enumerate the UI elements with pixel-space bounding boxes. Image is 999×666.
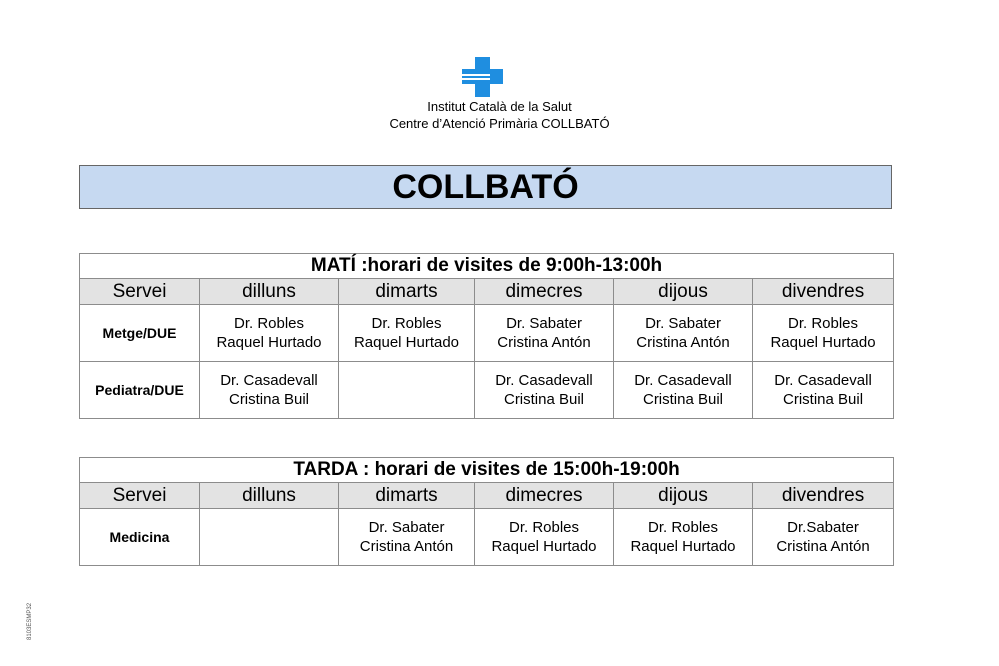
- column-header-dimecres: dimecres: [475, 483, 614, 509]
- document-code: 8103ESMP32: [27, 602, 33, 640]
- table-row: [80, 362, 894, 419]
- column-header-dilluns: dilluns: [200, 483, 339, 509]
- column-header-dijous: dijous: [614, 279, 753, 305]
- schedule-cell: Dr. Casadevall Cristina Buil: [614, 362, 753, 419]
- morning-section-title: MATÍ :horari de visites de 9:00h-13:00h: [80, 254, 894, 279]
- schedule-cell: Dr. Robles Raquel Hurtado: [339, 305, 475, 362]
- afternoon-schedule-table: [79, 457, 894, 566]
- institution-name: Institut Català de la Salut: [427, 99, 572, 114]
- health-cross-shape: [462, 57, 503, 97]
- table-row: [80, 305, 894, 362]
- schedule-cell: Dr. Casadevall Cristina Buil: [475, 362, 614, 419]
- schedule-cell: Dr.Sabater Cristina Antón: [753, 509, 894, 566]
- service-name: Pediatra/DUE: [80, 362, 200, 419]
- schedule-cell: Dr. Sabater Cristina Antón: [614, 305, 753, 362]
- schedule-cell: Dr. Robles Raquel Hurtado: [200, 305, 339, 362]
- column-header-servei: Servei: [80, 483, 200, 509]
- page-title: COLLBATÓ: [79, 165, 892, 209]
- schedule-cell: [339, 362, 475, 419]
- service-name: Metge/DUE: [80, 305, 200, 362]
- schedule-cell: Dr. Robles Raquel Hurtado: [475, 509, 614, 566]
- schedule-cell: [200, 509, 339, 566]
- column-header-servei: Servei: [80, 279, 200, 305]
- schedule-cell: Dr. Casadevall Cristina Buil: [753, 362, 894, 419]
- afternoon-section-title: TARDA : horari de visites de 15:00h-19:00h: [80, 458, 894, 483]
- schedule-cell: Dr. Sabater Cristina Antón: [475, 305, 614, 362]
- column-header-divendres: divendres: [753, 279, 894, 305]
- column-header-divendres: divendres: [753, 483, 894, 509]
- service-name: Medicina: [80, 509, 200, 566]
- schedule-cell: Dr. Robles Raquel Hurtado: [753, 305, 894, 362]
- schedule-cell: Dr. Sabater Cristina Antón: [339, 509, 475, 566]
- health-cross-icon: [462, 57, 503, 97]
- schedule-cell: Dr. Casadevall Cristina Buil: [200, 362, 339, 419]
- schedule-cell: Dr. Robles Raquel Hurtado: [614, 509, 753, 566]
- column-header-dilluns: dilluns: [200, 279, 339, 305]
- column-header-dimarts: dimarts: [339, 279, 475, 305]
- table-row: [80, 509, 894, 566]
- column-header-dimarts: dimarts: [339, 483, 475, 509]
- column-header-dimecres: dimecres: [475, 279, 614, 305]
- column-header-dijous: dijous: [614, 483, 753, 509]
- centre-name: Centre d’Atenció Primària COLLBATÓ: [389, 116, 610, 131]
- morning-schedule-table: [79, 253, 894, 419]
